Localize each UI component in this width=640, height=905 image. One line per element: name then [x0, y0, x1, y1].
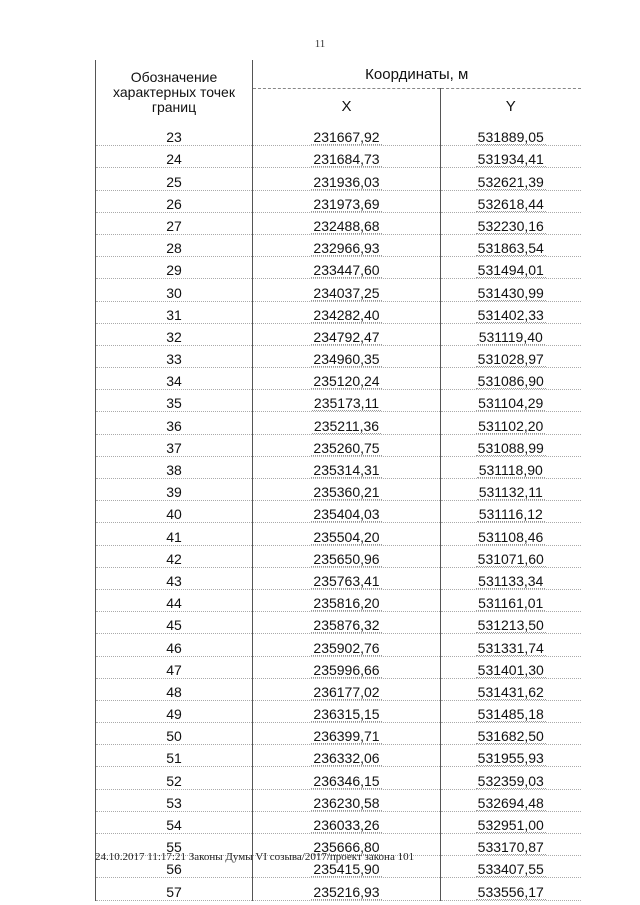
table-row — [96, 168, 581, 190]
y-coordinate-cell-value: 531119,40 — [478, 328, 543, 345]
y-coordinate-cell-value: 533556,17 — [477, 883, 544, 900]
x-coordinate-cell — [253, 878, 441, 900]
x-coordinate-cell-value: 231667,92 — [313, 129, 380, 146]
point-number-cell: 37 — [96, 434, 253, 456]
y-coordinate-cell-value: 531118,90 — [478, 462, 543, 478]
x-coordinate-cell — [253, 345, 441, 367]
y-coordinate-cell-value: 531331,74 — [477, 639, 544, 656]
y-coordinate-cell-value: 531088,99 — [477, 439, 544, 456]
y-coordinate-cell — [441, 212, 581, 234]
y-coordinate-cell — [441, 434, 581, 456]
table-row — [96, 390, 581, 412]
table-row — [96, 612, 581, 634]
header-x: X — [253, 89, 441, 125]
x-coordinate-cell-value: 235902,76 — [313, 639, 380, 656]
y-coordinate-cell-value: 531485,18 — [477, 706, 544, 723]
y-coordinate-cell — [441, 390, 581, 412]
x-coordinate-cell — [253, 124, 441, 146]
y-coordinate-cell — [441, 301, 581, 323]
y-coordinate-cell-value: 531071,60 — [477, 550, 544, 567]
x-coordinate-cell-value: 235996,66 — [313, 661, 380, 678]
y-coordinate-cell — [441, 279, 581, 301]
x-coordinate-cell-value: 231973,69 — [313, 195, 380, 212]
point-number-cell: 35 — [96, 390, 253, 412]
y-coordinate-cell-value: 531682,50 — [477, 728, 544, 745]
x-coordinate-cell-value: 233447,60 — [313, 262, 380, 279]
x-coordinate-cell-value: 235650,96 — [313, 550, 380, 567]
table-row — [96, 723, 581, 745]
y-coordinate-cell-value: 531116,12 — [478, 506, 543, 523]
point-number-cell: 50 — [96, 723, 253, 745]
y-coordinate-cell-value: 531161,01 — [478, 595, 544, 612]
x-coordinate-cell — [253, 523, 441, 545]
point-number-cell: 55 — [96, 834, 253, 856]
x-coordinate-cell-value: 235816,20 — [313, 595, 380, 612]
x-coordinate-cell — [253, 612, 441, 634]
x-coordinate-cell — [253, 301, 441, 323]
x-coordinate-cell — [253, 168, 441, 190]
point-number-cell: 40 — [96, 501, 253, 523]
y-coordinate-cell — [441, 700, 581, 722]
x-coordinate-cell-value: 236177,02 — [313, 683, 380, 700]
x-coordinate-cell — [253, 390, 441, 412]
header-y: Y — [505, 98, 516, 115]
point-number-cell: 39 — [96, 479, 253, 501]
x-coordinate-cell-value: 235173,11 — [313, 395, 380, 412]
y-coordinate-cell-value: 533170,87 — [477, 839, 544, 856]
x-coordinate-cell-value: 235260,75 — [313, 439, 380, 456]
x-coordinate-cell — [253, 634, 441, 656]
x-coordinate-cell — [253, 589, 441, 611]
y-coordinate-cell-value: 532694,48 — [477, 794, 544, 811]
table-row — [96, 323, 581, 345]
y-coordinate-cell-value: 531132,11 — [478, 484, 543, 501]
y-coordinate-cell-value: 531401,30 — [477, 661, 544, 678]
table-row — [96, 545, 581, 567]
x-coordinate-cell-value: 231684,73 — [313, 151, 380, 168]
table-row — [96, 301, 581, 323]
x-coordinate-cell-value: 232966,93 — [313, 240, 380, 257]
point-number-cell: 45 — [96, 612, 253, 634]
x-coordinate-cell — [253, 723, 441, 745]
table-row — [96, 589, 581, 611]
x-coordinate-cell-value: 235216,93 — [313, 883, 380, 900]
y-coordinate-cell — [441, 190, 581, 212]
point-number-cell: 36 — [96, 412, 253, 434]
point-number-cell: 43 — [96, 567, 253, 589]
y-coordinate-cell-value: 531430,99 — [477, 284, 544, 301]
point-number-cell: 31 — [96, 301, 253, 323]
y-coordinate-cell-value: 531431,62 — [477, 683, 544, 700]
y-coordinate-cell — [441, 234, 581, 256]
y-coordinate-cell — [441, 656, 581, 678]
point-number-cell: 46 — [96, 634, 253, 656]
x-coordinate-cell-value: 236033,26 — [313, 817, 380, 833]
y-coordinate-cell — [441, 168, 581, 190]
table-row — [96, 811, 581, 833]
y-coordinate-cell-value: 531402,33 — [477, 306, 544, 323]
y-coordinate-cell — [441, 567, 581, 589]
footer-stamp: 24.10.2017 11:17:21 Законы Думы VI созыва/2017/проект закона 101 — [95, 851, 415, 863]
table-body — [96, 124, 581, 900]
y-coordinate-cell-value: 531133,34 — [478, 572, 544, 589]
y-coordinate-cell — [441, 589, 581, 611]
x-coordinate-cell-value: 235666,80 — [313, 839, 380, 856]
table-row — [96, 190, 581, 212]
point-number-cell: 42 — [96, 545, 253, 567]
x-coordinate-cell — [253, 212, 441, 234]
x-coordinate-cell — [253, 434, 441, 456]
x-coordinate-cell — [253, 767, 441, 789]
y-coordinate-cell — [441, 124, 581, 146]
table-row — [96, 368, 581, 390]
table-row — [96, 124, 581, 146]
x-coordinate-cell-value: 234282,40 — [313, 306, 380, 323]
table-row — [96, 878, 581, 900]
x-coordinate-cell-value: 235120,24 — [313, 373, 380, 390]
x-coordinate-cell-value: 236230,58 — [313, 794, 380, 811]
point-number-cell: 27 — [96, 212, 253, 234]
point-number-cell: 56 — [96, 856, 253, 878]
y-coordinate-cell — [441, 501, 581, 523]
y-coordinate-cell — [441, 723, 581, 745]
y-coordinate-cell — [441, 368, 581, 390]
table-row — [96, 257, 581, 279]
table-row — [96, 767, 581, 789]
y-coordinate-cell — [441, 345, 581, 367]
x-coordinate-cell — [253, 323, 441, 345]
x-coordinate-cell — [253, 678, 441, 700]
table-row — [96, 745, 581, 767]
y-coordinate-cell — [441, 323, 581, 345]
x-coordinate-cell — [253, 656, 441, 678]
table-row — [96, 656, 581, 678]
point-number-cell: 51 — [96, 745, 253, 767]
y-coordinate-cell-value: 532618,44 — [477, 195, 544, 212]
x-coordinate-cell-value: 235763,41 — [313, 572, 380, 589]
table-row — [96, 700, 581, 722]
y-coordinate-cell — [441, 634, 581, 656]
point-number-cell: 32 — [96, 323, 253, 345]
x-coordinate-cell-value: 234792,47 — [313, 328, 380, 345]
point-number-cell: 26 — [96, 190, 253, 212]
y-coordinate-cell — [441, 545, 581, 567]
y-coordinate-cell — [441, 257, 581, 279]
point-number-cell: 23 — [96, 124, 253, 146]
y-coordinate-cell — [441, 878, 581, 900]
x-coordinate-cell-value: 235404,03 — [313, 506, 380, 523]
x-coordinate-cell-value: 236399,71 — [313, 728, 380, 745]
coordinates-table-wrapper — [95, 60, 580, 901]
x-coordinate-cell-value: 235360,21 — [313, 484, 380, 501]
x-coordinate-cell-value: 236332,06 — [313, 750, 380, 767]
y-coordinate-cell-value: 532359,03 — [477, 772, 544, 789]
point-number-cell: 34 — [96, 368, 253, 390]
x-coordinate-cell-value: 235876,32 — [313, 617, 380, 634]
point-number-cell: 25 — [96, 168, 253, 190]
x-coordinate-cell-value: 235415,90 — [313, 861, 380, 878]
point-number-cell: 57 — [96, 878, 253, 900]
table-row — [96, 523, 581, 545]
x-coordinate-cell — [253, 545, 441, 567]
point-number-cell: 28 — [96, 234, 253, 256]
x-coordinate-cell-value: 236346,15 — [313, 772, 380, 789]
point-number-cell: 24 — [96, 146, 253, 168]
table-row — [96, 412, 581, 434]
y-coordinate-cell-value: 531889,05 — [477, 129, 544, 146]
x-coordinate-cell-value: 235314,31 — [313, 462, 380, 478]
y-coordinate-cell-value: 531086,90 — [477, 373, 544, 390]
y-coordinate-cell-value: 531494,01 — [477, 262, 544, 279]
header-coordinates: Координаты, м — [253, 60, 581, 89]
x-coordinate-cell — [253, 700, 441, 722]
x-coordinate-cell — [253, 279, 441, 301]
point-number-cell: 29 — [96, 257, 253, 279]
table-row — [96, 678, 581, 700]
x-coordinate-cell — [253, 368, 441, 390]
table-row — [96, 345, 581, 367]
table-row — [96, 456, 581, 478]
y-coordinate-cell — [441, 412, 581, 434]
y-coordinate-cell — [441, 479, 581, 501]
point-number-cell: 30 — [96, 279, 253, 301]
x-coordinate-cell-value: 231936,03 — [313, 173, 380, 190]
y-coordinate-cell — [441, 745, 581, 767]
x-coordinate-cell — [253, 567, 441, 589]
x-coordinate-cell — [253, 745, 441, 767]
table-row — [96, 789, 581, 811]
point-number-cell: 41 — [96, 523, 253, 545]
point-number-cell: 49 — [96, 700, 253, 722]
x-coordinate-cell — [253, 257, 441, 279]
y-coordinate-cell-value: 532230,16 — [477, 217, 544, 234]
x-coordinate-cell — [253, 456, 441, 478]
y-coordinate-cell-value: 531108,46 — [478, 528, 544, 545]
x-coordinate-cell — [253, 412, 441, 434]
y-coordinate-cell — [441, 146, 581, 168]
point-number-cell: 38 — [96, 456, 253, 478]
x-coordinate-cell — [253, 190, 441, 212]
point-number-cell: 54 — [96, 811, 253, 833]
y-coordinate-cell — [441, 811, 581, 833]
point-number-cell: 47 — [96, 656, 253, 678]
x-coordinate-cell-value: 234960,35 — [313, 351, 380, 368]
y-coordinate-cell-value: 531102,20 — [478, 417, 544, 434]
y-coordinate-cell — [441, 456, 581, 478]
y-coordinate-cell — [441, 523, 581, 545]
table-row — [96, 212, 581, 234]
y-coordinate-cell — [441, 612, 581, 634]
table-row — [96, 634, 581, 656]
y-coordinate-cell-value: 531863,54 — [477, 240, 544, 257]
y-coordinate-cell — [441, 834, 581, 856]
x-coordinate-cell-value: 232488,68 — [313, 217, 380, 234]
y-coordinate-cell-value: 531934,41 — [477, 151, 544, 168]
y-coordinate-cell — [441, 856, 581, 878]
table-row — [96, 434, 581, 456]
point-number-cell: 33 — [96, 345, 253, 367]
table-header — [96, 60, 581, 124]
x-coordinate-cell — [253, 234, 441, 256]
point-number-cell: 48 — [96, 678, 253, 700]
y-coordinate-cell — [441, 767, 581, 789]
x-coordinate-cell-value: 235211,36 — [313, 417, 380, 434]
x-coordinate-cell-value: 236315,15 — [313, 706, 380, 723]
x-coordinate-cell-value: 234037,25 — [313, 284, 380, 301]
page-number: 11 — [314, 38, 326, 50]
table-row — [96, 567, 581, 589]
y-coordinate-cell-value: 531955,93 — [477, 750, 544, 767]
x-coordinate-cell — [253, 501, 441, 523]
table-row — [96, 479, 581, 501]
point-number-cell: 52 — [96, 767, 253, 789]
table-row — [96, 146, 581, 168]
table-row — [96, 501, 581, 523]
point-number-cell: 44 — [96, 589, 253, 611]
header-point-label: Обозначение характерных точек границ — [96, 60, 253, 124]
table-row — [96, 234, 581, 256]
y-coordinate-cell-value: 531213,50 — [477, 617, 544, 634]
y-coordinate-cell — [441, 678, 581, 700]
coordinates-table — [95, 60, 581, 901]
x-coordinate-cell — [253, 479, 441, 501]
point-number-cell: 53 — [96, 789, 253, 811]
table-row — [96, 279, 581, 301]
x-coordinate-cell — [253, 811, 441, 833]
y-coordinate-cell-value: 533407,55 — [477, 861, 544, 878]
y-coordinate-cell-value: 532951,00 — [477, 817, 544, 833]
y-coordinate-cell — [441, 789, 581, 811]
y-coordinate-cell-value: 532621,39 — [477, 173, 544, 190]
x-coordinate-cell — [253, 789, 441, 811]
y-coordinate-cell-value: 531104,29 — [478, 395, 544, 412]
y-coordinate-cell-value: 531028,97 — [477, 351, 544, 368]
x-coordinate-cell-value: 235504,20 — [313, 528, 380, 545]
x-coordinate-cell — [253, 146, 441, 168]
